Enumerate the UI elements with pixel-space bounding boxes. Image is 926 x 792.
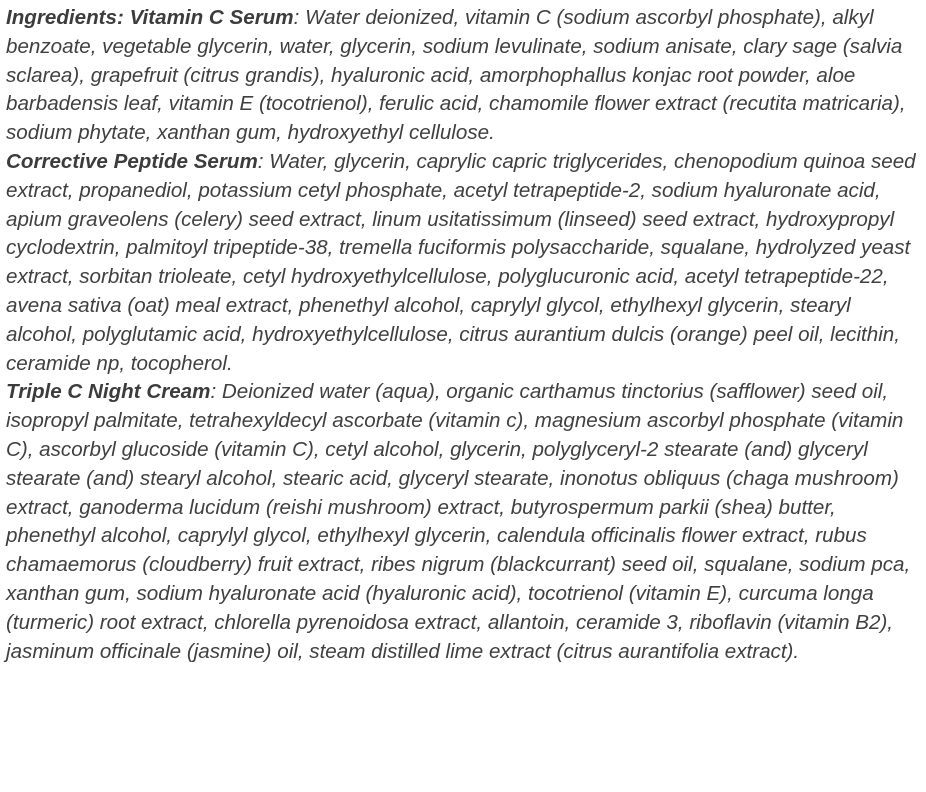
separator: : <box>210 380 222 404</box>
product-name: Ingredients: Vitamin C Serum <box>6 6 294 29</box>
corrective-peptide-serum-ingredients <box>6 148 920 378</box>
triple-c-night-cream-ingredients <box>6 378 920 666</box>
separator: : <box>293 6 306 29</box>
ingredient-list: Water deionized, vitamin C (sodium ascorbyl phosphate), alkyl benzoate, vegetable glycerin, water, glycerin, sodium levulinate, sodium anisate, clary sage (salvia sclarea), grapefruit (citrus grandis), hyaluronic acid, amorphophallus konjac root powder, aloe barbadensis leaf, vitamin E (tocotrienol), ferulic acid, chamomile flower extract (recutita matricaria), sodium phytate, xanthan gum, hydroxyethyl cellulose. <box>6 6 906 145</box>
ingredient-list: Deionized water (aqua), organic carthamus tinctorius (safflower) seed oil, isopropyl palmitate, tetrahexyldecyl ascorbate (vitamin c), magnesium ascorbyl phosphate (vitamin C), ascorbyl glucoside (vitamin C), cetyl alcohol, glycerin, polyglyceryl-2 stearate (and) glyceryl stearate (and) stearyl alcohol, stearic acid, glyceryl stearate, inonotus obliquus (chaga mushroom) extract, ganoderma lucidum (reishi mushroom) extract, butyrospermum parkii (shea) butter, phenethyl alcohol, caprylyl glycol, ethylhexyl glycerin, calendula officinalis flower extract, rubus chamaemorus (cloudberry) fruit extract, ribes nigrum (blackcurrant) seed oil, squalane, sodium pca, xanthan gum, sodium hyaluronate acid (hyaluronic acid), tocotrienol (vitamin E), curcuma longa (turmeric) root extract, chlorella pyrenoidosa extract, allantoin, ceramide 3, riboflavin (vitamin B2), jasminum officinale (jasmine) oil, steam distilled lime extract (citrus aurantifolia extract). <box>6 380 911 663</box>
vitamin-c-serum-ingredients <box>6 4 920 148</box>
product-name: Corrective Peptide Serum <box>6 149 258 173</box>
ingredient-list: Water, glycerin, caprylic capric triglycerides, chenopodium quinoa seed extract, propanediol, potassium cetyl phosphate, acetyl tetrapeptide-2, sodium hyaluronate acid, apium graveolens (celery) seed extract, linum usitatissimum (linseed) seed extract, hydroxypropyl cyclodextrin, palmitoyl tripeptide-38, tremella fuciformis polysaccharide, squalane, hydrolyzed yeast extract, sorbitan trioleate, cetyl hydroxyethylcellulose, polyglucuronic acid, acetyl tetrapeptide-22, avena sativa (oat) meal extract, phenethyl alcohol, caprylyl glycol, ethylhexyl glycerin, stearyl alcohol, polyglutamic acid, hydroxyethylcellulose, citrus aurantium dulcis (orange) peel oil, lecithin, ceramide np, tocopherol. <box>6 149 916 375</box>
product-name: Triple C Night Cream <box>6 380 211 404</box>
separator: : <box>257 149 270 173</box>
